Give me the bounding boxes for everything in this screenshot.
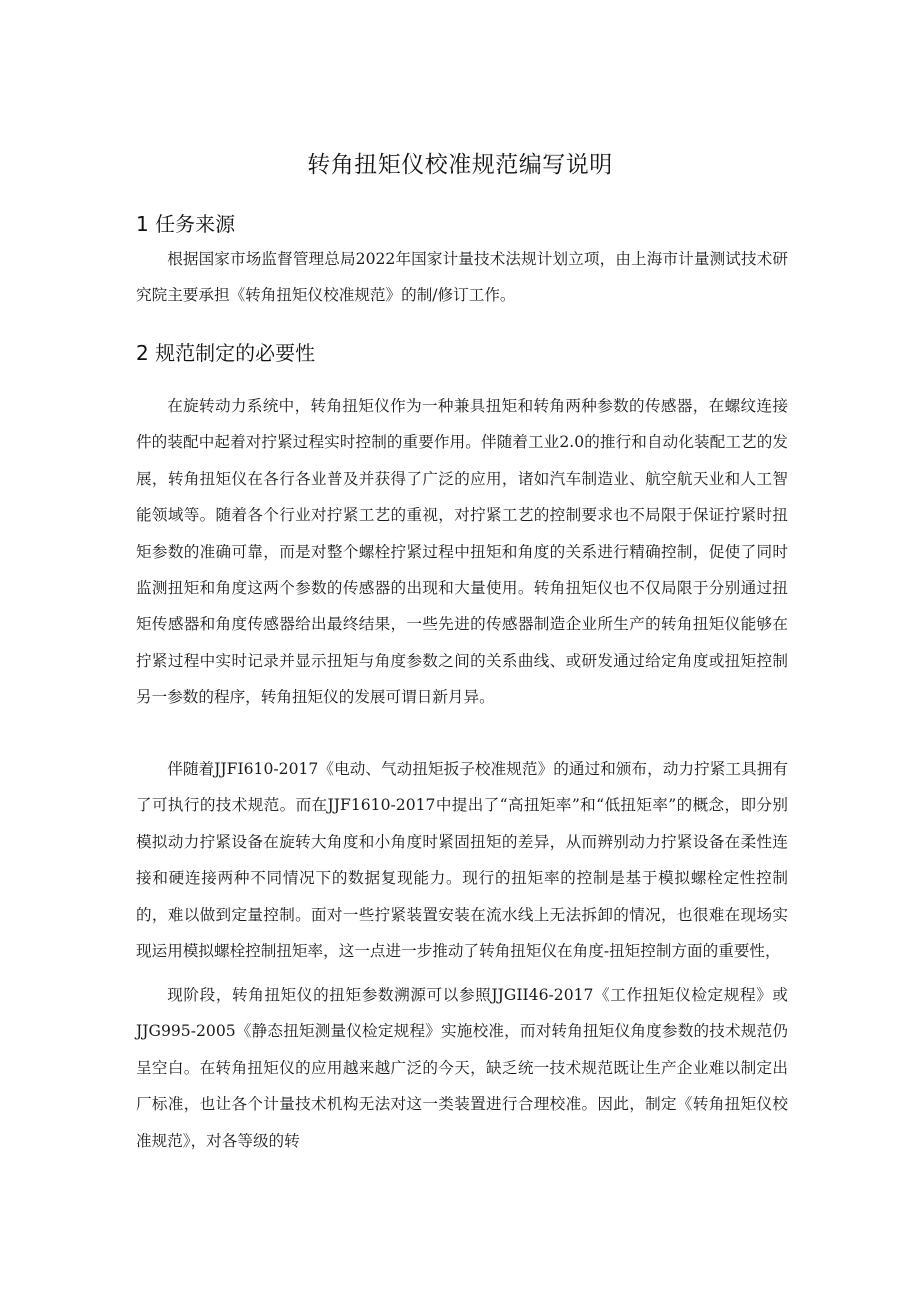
- paragraph-task-source: 根据国家市场监督管理总局2022年国家计量技术法规计划立项，由上海市计量测试技术研究院主要承担《转角扭矩仪校准规范》的制/修订工作。: [136, 250, 788, 305]
- section-heading-necessity: 2 规范制定的必要性: [136, 341, 316, 365]
- paragraph-necessity-2: 伴随着JJFI610-2017《电动、气动扭矩扳子校准规范》的通过和颁布，动力拧紧工具拥有了可执行的技术规范。而在JJF1610-2017中提出了“高扭矩率”和“低扭矩率”的概念，即分别模拟动力拧紧设备在旋转大角度和小角度时紧固扭矩的差异，从而辨别动力拧紧设备在柔性连接和硬连接两种不同情况下的数据复现能力。现行的扭矩率的控制是基于模拟螺栓定性控制的，难以做到定量控制。面对一些拧紧装置安装在流水线上无法拆卸的情况，也很难在现场实现运用模拟螺栓控制扭矩率，这一点进一步推动了转角扭矩仪在角度-扭矩控制方面的重要性，: [136, 760, 788, 961]
- paragraph-necessity-3: 现阶段，转角扭矩仪的扭矩参数溯源可以参照JJGII46-2017《工作扭矩仪检定规程》或JJG995-2005《静态扭矩测量仪检定规程》实施校准，而对转角扭矩仪角度参数的技术规范仍呈空白。在转角扭矩仪的应用越来越广泛的今天，缺乏统一技术规范既让生产企业难以制定出厂标准，也让各个计量技术机构无法对这一类装置进行合理校准。因此，制定《转角扭矩仪校准规范》，对各等级的转: [136, 986, 788, 1150]
- paragraph-necessity-1: 在旋转动力系统中，转角扭矩仪作为一种兼具扭矩和转角两种参数的传感器，在螺纹连接件的装配中起着对拧紧过程实时控制的重要作用。伴随着工业2.0的推行和自动化装配工艺的发展，转角扭矩仪在各行各业普及并获得了广泛的应用，诸如汽车制造业、航空航天业和人工智能领域等。随着各个行业对拧紧工艺的重视，对拧紧工艺的控制要求也不局限于保证拧紧时扭矩参数的准确可靠，而是对整个螺栓拧紧过程中扭矩和角度的关系进行精确控制，促使了同时监测扭矩和角度这两个参数的传感器的出现和大量使用。转角扭矩仪也不仅局限于分别通过扭矩传感器和角度传感器给出最终结果，一些先进的传感器制造企业所生产的转角扭矩仪能够在拧紧过程中实时记录并显示扭矩与角度参数之间的关系曲线、或研发通过给定角度或扭矩控制另一参数的程序，转角扭矩仪的发展可谓日新月异。: [136, 397, 788, 707]
- document-title: 转角扭矩仪校准规范编写说明: [307, 152, 613, 178]
- section-heading-task-source: 1 任务来源: [136, 212, 236, 236]
